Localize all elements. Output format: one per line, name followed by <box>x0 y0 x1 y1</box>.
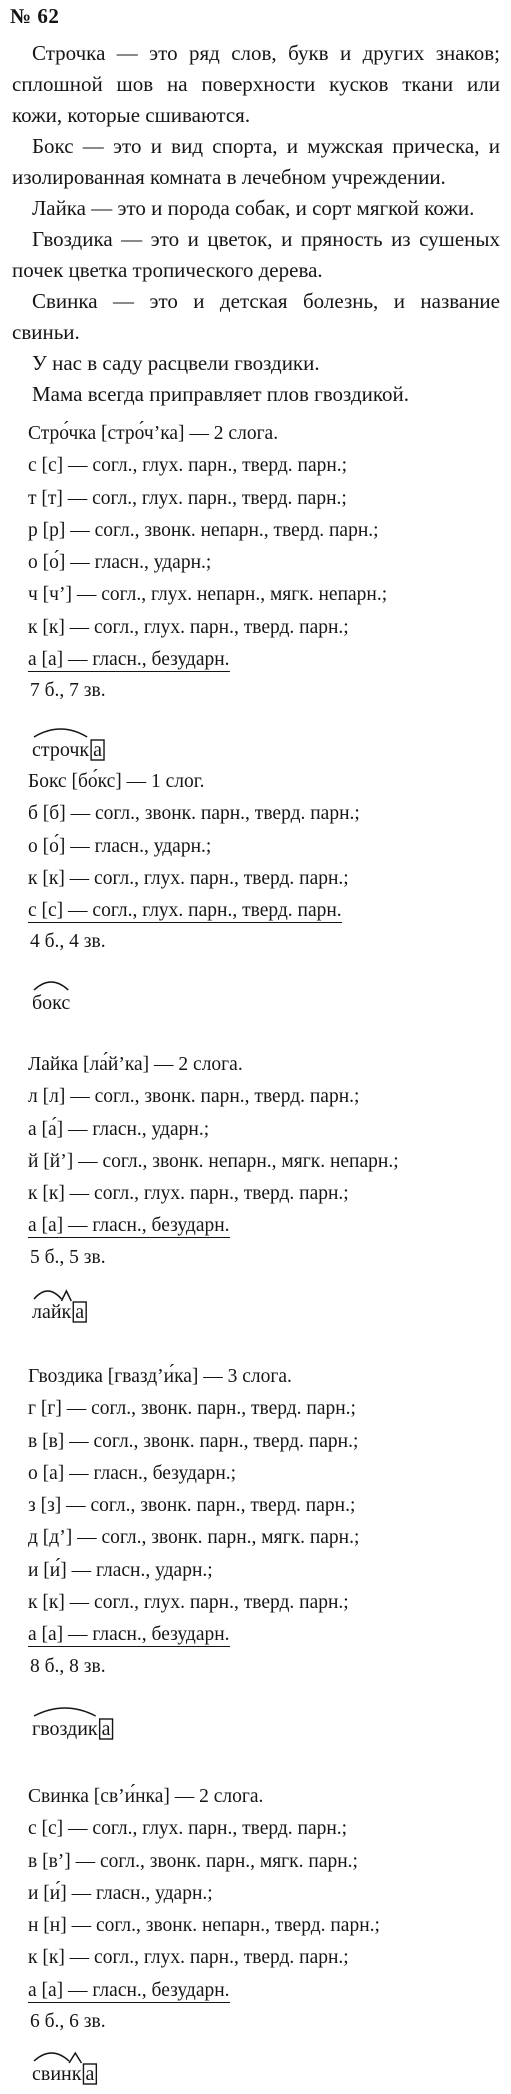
sound-line: в [в] — согл., звонк. парн., тверд. парн.; <box>28 1430 359 1452</box>
sound-line-last <box>28 1975 380 2007</box>
sound-line: н [н] — согл., звонк. непарн., тверд. парн.; <box>28 1915 380 1937</box>
morpheme-diagram <box>30 976 130 1016</box>
sound-line: и [и́] — гласн., ударн.; <box>28 1559 213 1581</box>
word-ending: а <box>93 739 103 761</box>
analysis-header: Свинка [св’и́нка] — 2 слога. <box>28 1786 264 1807</box>
word-ending: а <box>101 1718 111 1740</box>
phonetic-analysis-gvozdika <box>28 1361 359 1682</box>
root-arc <box>34 729 87 737</box>
phonetic-analysis-svinka <box>28 1781 380 2037</box>
sound-line: к [к] — согл., глух. парн., тверд. парн.; <box>28 616 349 638</box>
letter-sound-count: 5 б., 5 зв. <box>30 1246 106 1268</box>
morpheme-diagram <box>30 1702 190 1742</box>
sound-line-text: а [а] — гласн., безударн. <box>28 1979 230 2001</box>
sound-line: а [а́] — гласн., ударн.; <box>28 1118 210 1140</box>
sound-line: о [о́] — гласн., ударн.; <box>28 552 212 574</box>
analysis-header: Гвоздика [гвазд’и́ка] — 3 слога. <box>28 1366 292 1387</box>
letter-sound-count: 6 б., 6 зв. <box>30 2011 106 2033</box>
phonetic-analysis-boks <box>28 766 360 957</box>
analysis-header: Стро́чка [стро́ч’ка] — 2 слога. <box>28 423 279 444</box>
word-stem: бокс <box>32 992 71 1014</box>
sound-line: ч [ч’] — согл., глух. непарн., мягк. непарн.; <box>28 584 388 606</box>
sound-line: б [б] — согл., звонк. парн., тверд. парн.; <box>28 803 360 825</box>
morpheme-diagram <box>30 1285 170 1325</box>
morpheme-breakdown-strochka <box>30 723 170 763</box>
letter-sound-count: 8 б., 8 зв. <box>30 1655 106 1677</box>
sound-line: к [к] — согл., глух. парн., тверд. парн.; <box>28 1592 349 1614</box>
sound-line: т [т] — согл., глух. парн., тверд. парн.; <box>28 487 347 509</box>
word-stem: гвоздик <box>32 1718 98 1740</box>
sound-line: и [и́] — гласн., ударн.; <box>28 1882 213 1904</box>
suffix-caret <box>61 1291 71 1301</box>
root-arc <box>34 1291 61 1299</box>
analysis-header: Лайка [ла́й’ка] — 2 слога. <box>28 1054 243 1075</box>
letter-sound-count: 7 б., 7 зв. <box>30 680 106 702</box>
root-arc <box>34 1708 96 1716</box>
sound-line: л [л] — согл., звонк. парн., тверд. парн.; <box>28 1086 360 1108</box>
morpheme-diagram <box>30 2047 170 2087</box>
word-ending: а <box>75 1301 85 1323</box>
sound-line-last <box>28 644 387 676</box>
sound-line: с [с] — согл., глух. парн., тверд. парн.; <box>28 1818 348 1840</box>
suffix-caret <box>69 2053 81 2063</box>
sound-line: в [в’] — согл., звонк. парн., мягк. парн.; <box>28 1850 358 1872</box>
sound-line-last <box>28 1210 399 1242</box>
sound-line-last <box>28 895 360 927</box>
sound-line-text: а [а] — гласн., безударн. <box>28 1624 230 1646</box>
word-stem: лайк <box>32 1301 72 1323</box>
sound-line: о [а] — гласн., безударн.; <box>28 1462 237 1484</box>
sound-line-text: а [а] — гласн., безударн. <box>28 1215 230 1237</box>
morpheme-breakdown-layka <box>30 1285 170 1325</box>
sound-line-text: а [а] — гласн., безударн. <box>28 649 230 671</box>
exercise-intro <box>12 38 500 410</box>
sound-line: д [д’] — согл., звонк. парн., мягк. парн.; <box>28 1527 360 1549</box>
intro-paragraph: У нас в саду расцвели гвоздики. <box>32 351 320 375</box>
intro-paragraph: Гвоздика — это и цветок, и пряность из сушеных почек цветка тропического дерева. <box>12 227 500 282</box>
sound-line: г [г] — согл., звонк. парн., тверд. парн.; <box>28 1398 356 1420</box>
intro-paragraph: Строчка — это ряд слов, букв и других знаков; сплошной шов на поверхности кусков ткани или кожи, которые сшиваются. <box>12 41 500 127</box>
morpheme-breakdown-boks <box>30 976 130 1016</box>
exercise-number: № 62 <box>10 4 60 28</box>
sound-line: й [й’] — согл., звонк. непарн., мягк. непарн.; <box>28 1150 399 1172</box>
phonetic-analysis-layka <box>28 1049 399 1273</box>
sound-line-text: с [с] — согл., глух. парн., тверд. парн. <box>28 900 342 922</box>
morpheme-breakdown-gvozdika <box>30 1702 190 1742</box>
sound-line: р [р] — согл., звонк. непарн., тверд. парн.; <box>28 519 379 541</box>
intro-paragraph: Лайка — это и порода собак, и сорт мягкой кожи. <box>32 196 475 220</box>
morpheme-diagram <box>30 723 170 763</box>
word-ending: а <box>85 2063 95 2085</box>
sound-line-last <box>28 1619 359 1651</box>
letter-sound-count: 4 б., 4 зв. <box>30 931 106 953</box>
intro-paragraph: Бокс — это и вид спорта, и мужская прическа, и изолированная комната в лечебном учреждении. <box>12 134 500 189</box>
sound-line: к [к] — согл., глух. парн., тверд. парн.; <box>28 1947 349 1969</box>
analysis-header: Бокс [бо́кс] — 1 слог. <box>28 771 205 792</box>
root-arc <box>34 2053 69 2061</box>
sound-line: з [з] — согл., звонк. парн., тверд. парн.; <box>28 1495 356 1517</box>
intro-paragraph: Мама всегда приправляет плов гвоздикой. <box>32 382 410 406</box>
intro-paragraph: Свинка — это и детская болезнь, и название свиньи. <box>12 289 500 344</box>
sound-line: о [о́] — гласн., ударн.; <box>28 835 212 857</box>
sound-line: с [с] — согл., глух. парн., тверд. парн.; <box>28 455 348 477</box>
sound-line: к [к] — согл., глух. парн., тверд. парн.; <box>28 1183 349 1205</box>
phonetic-analysis-strochka <box>28 418 387 706</box>
root-arc <box>34 982 68 990</box>
sound-line: к [к] — согл., глух. парн., тверд. парн.; <box>28 867 349 889</box>
word-stem: строчк <box>32 739 90 761</box>
word-stem: свинк <box>32 2063 82 2085</box>
morpheme-breakdown-svinka <box>30 2047 170 2087</box>
